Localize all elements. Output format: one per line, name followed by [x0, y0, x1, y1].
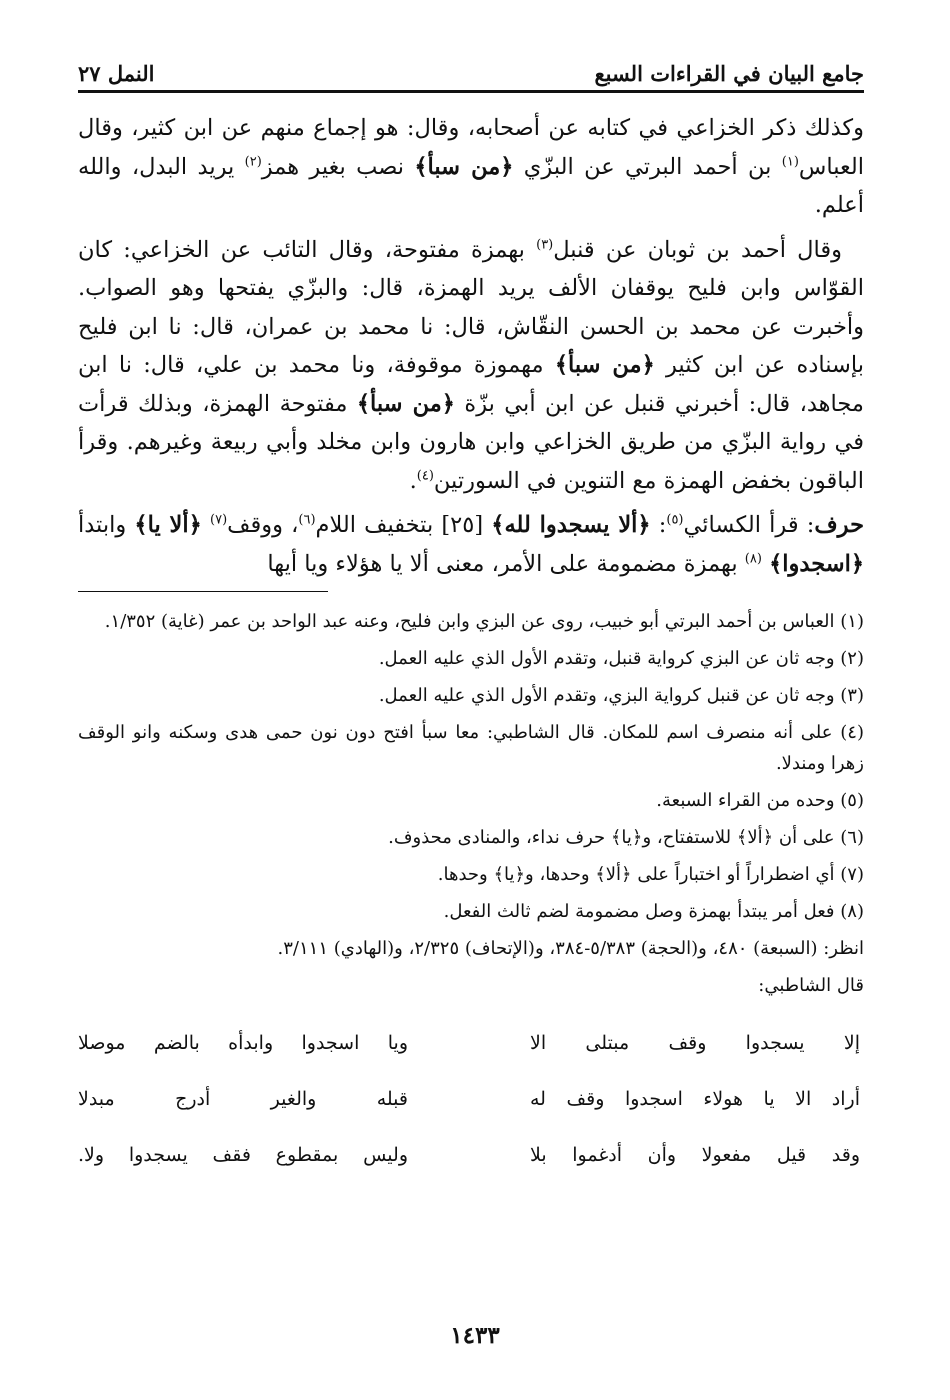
footnote: (٥) وحده من القراء السبعة. [656, 790, 864, 811]
quran-quote: ﴿من سبأ﴾ [356, 390, 455, 417]
section-lead: حرف [814, 512, 864, 538]
footnote-ref: (٧) [210, 512, 228, 528]
text-run: نصب بغير همز [261, 153, 415, 180]
verse-line [78, 1127, 864, 1183]
text-run: مفتوحة الهمزة، وبذلك قرأت في رواية البزّي من طريق الخزاعي وابن هارون وابن مخلد وأبي ربيعة وغيرهم. وقرأ الباقون بخفض الهمزة مع التنوين في السورتين [78, 390, 864, 494]
footnote: (٦) على أن ﴿ألا﴾ للاستفتاح، و﴿يا﴾ حرف نداء، والمنادى محذوف. [388, 827, 864, 848]
references: انظر: (السبعة) ٤٨٠، و(الحجة) ٥/٣٨٣-٣٨٤، و(الإتحاف) ٢/٣٢٥، و(الهادي) ٣/١١١. [277, 938, 864, 959]
quran-quote: ﴿ألا يسجدوا لله﴾ [491, 512, 651, 538]
poem [78, 1015, 864, 1183]
footnotes [78, 606, 864, 1183]
book-title: جامع البيان في القراءات السبع [594, 61, 864, 86]
quran-quote: ﴿من سبأ﴾ [554, 352, 655, 378]
verse-line [78, 1071, 864, 1127]
text-run: بهمزة مفتوحة، وقال التائب عن الخزاعي: كان القوّاس وابن فليح يوقفان الألف يريد الهمزة، قال: والبزّي يفتحها وهو الصواب. وأخبرت عن محمد بن الحسن النقّاش، قال: نا محمد بن عمران، قال: نا ابن فليح بإسناده عن ابن كثير [78, 236, 864, 378]
footnote: (٣) وجه ثان عن قنبل كرواية البزي، وتقدم الأول الذي عليه العمل. [378, 685, 864, 706]
footnote-ref: (٨) [744, 551, 762, 566]
text-run: بهمزة مضمومة على الأمر، معنى ألا يا هؤلاء ويا أيها [267, 550, 745, 577]
footnote: (٤) على أنه منصرف اسم للمكان. قال الشاطبي: معا سبأ افتح دون نون حمى هدى وسكنه وانو الوقف زهرا ومندلا. [78, 722, 864, 774]
footnote: (١) العباس بن أحمد البرتي أبو خبيب، روى عن البزي وابن فليح، وعنه عبد الواحد بن عمر (غاية) ١/٣٥٢. [104, 611, 864, 632]
quran-quote: ﴿اسجدوا﴾ [769, 550, 864, 577]
text-run: وابتدأ [78, 512, 135, 538]
text-run: . [409, 467, 417, 494]
text-run [202, 512, 210, 538]
footnote: (٨) فعل أمر يبتدأ بهمزة وصل مضمومة لضم ثالث الفعل. [443, 901, 864, 922]
verse-hemistich-right: إلا يسجدوا وقف مبتلى الا [530, 1031, 860, 1054]
text-run [762, 551, 769, 577]
footnote-ref: (٣) [536, 237, 554, 252]
footnote-ref: (٤) [416, 468, 434, 483]
text-run: بن أحمد البرتي عن البزّي [513, 153, 782, 180]
verse-hemistich-right: وقد قيل مفعولا وأن أدغموا بلا [530, 1143, 860, 1166]
verse-intro: قال الشاطبي: [758, 975, 864, 996]
footnote-ref: (٥) [666, 512, 684, 528]
verse-hemistich-right: أراد الا يا هولاء اسجدوا وقف له [530, 1087, 860, 1110]
main-text [78, 109, 864, 583]
footnote: (٧) أي اضطراراً أو اختباراً على ﴿ألا﴾ وحدها، و﴿يا﴾ وحدها. [437, 864, 864, 885]
footnote-separator [78, 591, 328, 592]
footnote-ref: (١) [781, 154, 799, 169]
paragraph-3 [78, 506, 864, 583]
page [78, 52, 864, 1183]
verse-line [78, 1015, 864, 1071]
text-run: وقال أحمد بن ثوبان عن قنبل [553, 236, 842, 263]
text-run: : قرأ الكسائي [683, 512, 815, 538]
text-run: [٢٥] بتخفيف اللام [315, 512, 492, 538]
surah-label: النمل ٢٧ [78, 61, 155, 86]
text-run: يريد البدل، والله أعلم. [78, 153, 864, 218]
header-rule [78, 90, 864, 93]
text-run: وكذلك ذكر الخزاعي في كتابه عن أصحابه، وقال: هو إجماع منهم عن ابن كثير، وقال العباس [78, 115, 864, 180]
page-number: ١٤٣٣ [450, 1322, 500, 1349]
quran-quote: ﴿من سبأ﴾ [414, 153, 514, 180]
running-header [78, 52, 864, 86]
text-run: : [650, 512, 667, 538]
verse-hemistich-left: وليس بمقطوع فقف يسجدوا ولا. [78, 1143, 408, 1166]
quran-quote: ﴿ألا يا﴾ [134, 512, 202, 538]
paragraph-2 [78, 231, 864, 501]
footnote-ref: (٢) [244, 154, 262, 169]
footnote: (٢) وجه ثان عن البزي كرواية قنبل، وتقدم الأول الذي عليه العمل. [378, 648, 864, 669]
verse-hemistich-left: قبله والغير أدرج مبدلا [78, 1087, 408, 1110]
verse-hemistich-left: ويا اسجدوا وابدأه بالضم موصلا [78, 1031, 408, 1054]
footnote-ref: (٦) [298, 512, 316, 528]
paragraph-1 [78, 109, 864, 225]
text-run: مهموزة موقوفة، ونا محمد بن علي، قال: نا ابن مجاهد، قال: أخبرني قنبل عن ابن أبي بزّة [78, 352, 864, 417]
text-run: ، ووقف [227, 512, 299, 538]
